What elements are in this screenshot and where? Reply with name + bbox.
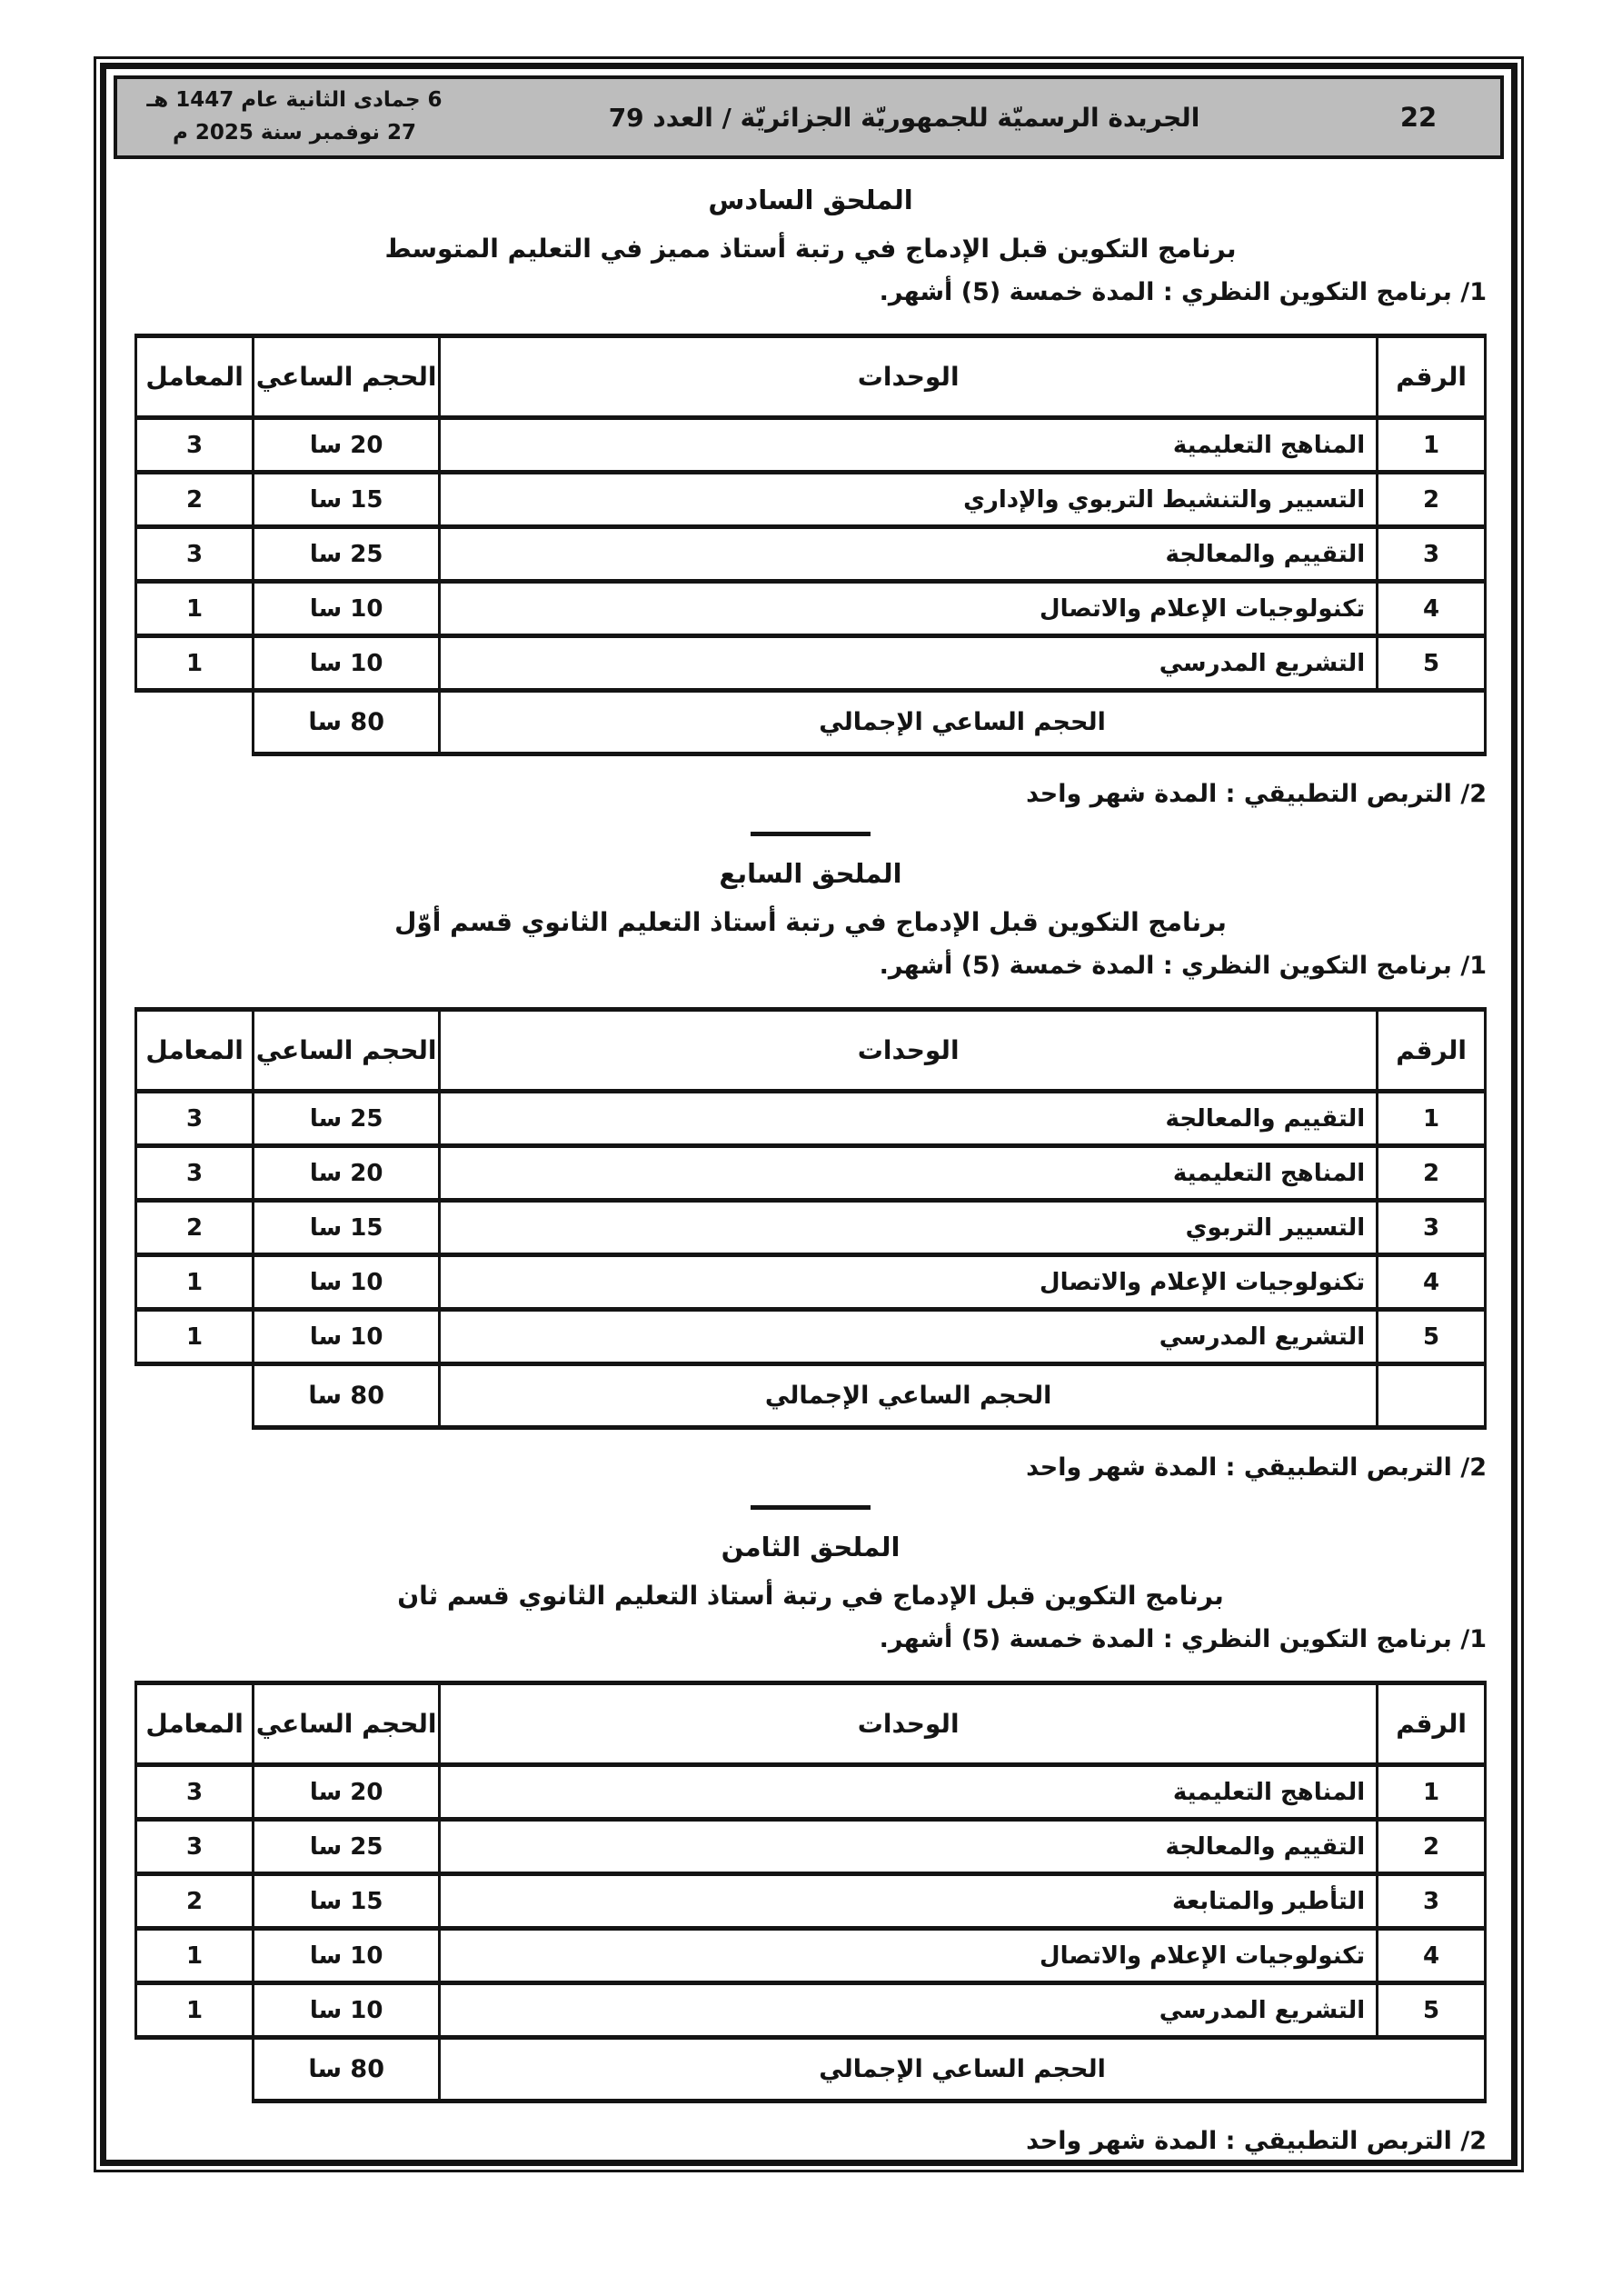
annex-title: الملحق الثامن xyxy=(721,1532,901,1562)
page-frame-inner xyxy=(100,63,1518,2166)
practicum-duration-line: 2/ التربص التطبيقي : المدة شهر واحد xyxy=(1026,780,1487,808)
column-header-hours: الحجم الساعي xyxy=(254,1010,440,1092)
training-table-annex-8 xyxy=(134,1681,1487,2103)
num-cell: 5 xyxy=(1378,636,1486,691)
hours-cell: 15 سا xyxy=(254,1874,440,1929)
annex-title: الملحق السابع xyxy=(719,858,902,889)
hours-cell: 25 سا xyxy=(254,527,440,582)
unit-cell: التأطير والمتابعة xyxy=(440,1874,1378,1929)
table-row xyxy=(136,473,1486,527)
header-dates xyxy=(144,85,444,149)
table-row xyxy=(136,636,1486,691)
section-separator xyxy=(751,832,871,836)
table-row xyxy=(136,1201,1486,1255)
num-cell: 5 xyxy=(1378,1983,1486,2038)
table-row xyxy=(136,1983,1486,2038)
section-annex-7 xyxy=(134,858,1487,1510)
column-header-number: الرقم xyxy=(1378,336,1486,418)
num-cell: 5 xyxy=(1378,1310,1486,1364)
num-cell: 3 xyxy=(1378,1874,1486,1929)
total-row xyxy=(136,1364,1486,1428)
hours-cell: 10 سا xyxy=(254,636,440,691)
coef-cell: 1 xyxy=(136,1310,254,1364)
total-hours-cell: 80 سا xyxy=(254,2038,440,2101)
table-row xyxy=(136,1820,1486,1874)
training-table-annex-6 xyxy=(134,334,1487,756)
coef-cell: 3 xyxy=(136,1146,254,1201)
ghost-cell xyxy=(136,691,254,754)
unit-cell: التسيير التربوي xyxy=(440,1201,1378,1255)
column-header-hours: الحجم الساعي xyxy=(254,336,440,418)
section-separator xyxy=(751,1505,871,1510)
num-cell: 1 xyxy=(1378,1765,1486,1820)
table-row xyxy=(136,1929,1486,1983)
section-annex-6 xyxy=(134,185,1487,836)
num-cell: 2 xyxy=(1378,1820,1486,1874)
coef-cell: 1 xyxy=(136,636,254,691)
hours-cell: 20 سا xyxy=(254,418,440,473)
table-header-row xyxy=(136,336,1486,418)
total-label-cell: الحجم الساعي الإجمالي xyxy=(440,2038,1486,2101)
hours-cell: 10 سا xyxy=(254,1929,440,1983)
ghost-cell xyxy=(136,2038,254,2101)
page-content xyxy=(106,185,1511,2155)
num-cell: 3 xyxy=(1378,1201,1486,1255)
coef-cell: 1 xyxy=(136,1929,254,1983)
section-annex-8 xyxy=(134,1532,1487,2155)
program-title: برنامج التكوين قبل الإدماج في رتبة أستاذ التعليم الثانوي قسم ثان xyxy=(397,1581,1224,1611)
table-row xyxy=(136,582,1486,636)
unit-cell: التسيير والتنشيط التربوي والإداري xyxy=(440,473,1378,527)
coef-cell: 2 xyxy=(136,473,254,527)
column-header-coefficient: المعامل xyxy=(136,1683,254,1765)
column-header-units: الوحدات xyxy=(440,336,1378,418)
unit-cell: المناهج التعليمية xyxy=(440,1146,1378,1201)
coef-cell: 2 xyxy=(136,1201,254,1255)
hijri-date: 6 جمادى الثانية عام 1447 هـ xyxy=(146,88,443,113)
column-header-units: الوحدات xyxy=(440,1010,1378,1092)
num-cell: 1 xyxy=(1378,418,1486,473)
theory-duration-line: 1/ برنامج التكوين النظري : المدة خمسة (5) أشهر. xyxy=(879,952,1487,980)
unit-cell: التقييم والمعالجة xyxy=(440,1820,1378,1874)
unit-cell: التشريع المدرسي xyxy=(440,636,1378,691)
theory-duration-line: 1/ برنامج التكوين النظري : المدة خمسة (5) أشهر. xyxy=(879,1625,1487,1653)
ghost-cell xyxy=(136,1364,254,1428)
table-row xyxy=(136,1765,1486,1820)
table-row xyxy=(136,418,1486,473)
total-label-cell: الحجم الساعي الإجمالي xyxy=(440,691,1486,754)
table-row xyxy=(136,1146,1486,1201)
program-title: برنامج التكوين قبل الإدماج في رتبة أستاذ مميز في التعليم المتوسط xyxy=(384,234,1237,264)
coef-cell: 1 xyxy=(136,1255,254,1310)
table-header-row xyxy=(136,1010,1486,1092)
column-header-number: الرقم xyxy=(1378,1683,1486,1765)
total-label-cell: الحجم الساعي الإجمالي xyxy=(440,1364,1378,1428)
column-header-units: الوحدات xyxy=(440,1683,1378,1765)
table-row xyxy=(136,527,1486,582)
num-cell: 4 xyxy=(1378,1255,1486,1310)
header-band xyxy=(114,75,1504,159)
total-hours-cell: 80 سا xyxy=(254,691,440,754)
unit-cell: التشريع المدرسي xyxy=(440,1983,1378,2038)
coef-cell: 3 xyxy=(136,527,254,582)
practicum-duration-line: 2/ التربص التطبيقي : المدة شهر واحد xyxy=(1026,1453,1487,1482)
table-row xyxy=(136,1092,1486,1146)
num-cell: 4 xyxy=(1378,582,1486,636)
journal-title: الجريدة الرسميّة للجمهوريّة الجزائريّة / العدد 79 xyxy=(608,102,1200,133)
column-header-coefficient: المعامل xyxy=(136,336,254,418)
hours-cell: 10 سا xyxy=(254,1310,440,1364)
coef-cell: 3 xyxy=(136,1092,254,1146)
page-number: 22 xyxy=(1399,102,1438,133)
table-row xyxy=(136,1874,1486,1929)
num-cell: 1 xyxy=(1378,1092,1486,1146)
hours-cell: 20 سا xyxy=(254,1146,440,1201)
empty-number-cell xyxy=(1378,1364,1486,1428)
hours-cell: 20 سا xyxy=(254,1765,440,1820)
training-table-annex-7 xyxy=(134,1007,1487,1430)
unit-cell: المناهج التعليمية xyxy=(440,418,1378,473)
table-row xyxy=(136,1310,1486,1364)
coef-cell: 1 xyxy=(136,582,254,636)
table-header-row xyxy=(136,1683,1486,1765)
hours-cell: 10 سا xyxy=(254,582,440,636)
gregorian-date: 27 نوفمبر سنة 2025 م xyxy=(172,121,417,145)
table-row xyxy=(136,1255,1486,1310)
unit-cell: تكنولوجيات الإعلام والاتصال xyxy=(440,1929,1378,1983)
program-title: برنامج التكوين قبل الإدماج في رتبة أستاذ التعليم الثانوي قسم أوّل xyxy=(394,907,1227,937)
unit-cell: التقييم والمعالجة xyxy=(440,527,1378,582)
theory-duration-line: 1/ برنامج التكوين النظري : المدة خمسة (5) أشهر. xyxy=(879,278,1487,306)
column-header-hours: الحجم الساعي xyxy=(254,1683,440,1765)
unit-cell: المناهج التعليمية xyxy=(440,1765,1378,1820)
hours-cell: 10 سا xyxy=(254,1983,440,2038)
unit-cell: تكنولوجيات الإعلام والاتصال xyxy=(440,582,1378,636)
page-frame xyxy=(94,56,1524,2172)
unit-cell: تكنولوجيات الإعلام والاتصال xyxy=(440,1255,1378,1310)
hours-cell: 10 سا xyxy=(254,1255,440,1310)
total-hours-cell: 80 سا xyxy=(254,1364,440,1428)
practicum-duration-line: 2/ التربص التطبيقي : المدة شهر واحد xyxy=(1026,2127,1487,2155)
num-cell: 2 xyxy=(1378,473,1486,527)
total-row xyxy=(136,2038,1486,2101)
coef-cell: 2 xyxy=(136,1874,254,1929)
hours-cell: 15 سا xyxy=(254,1201,440,1255)
column-header-coefficient: المعامل xyxy=(136,1010,254,1092)
unit-cell: التقييم والمعالجة xyxy=(440,1092,1378,1146)
total-row xyxy=(136,691,1486,754)
column-header-number: الرقم xyxy=(1378,1010,1486,1092)
num-cell: 3 xyxy=(1378,527,1486,582)
unit-cell: التشريع المدرسي xyxy=(440,1310,1378,1364)
hours-cell: 25 سا xyxy=(254,1820,440,1874)
num-cell: 2 xyxy=(1378,1146,1486,1201)
hours-cell: 25 سا xyxy=(254,1092,440,1146)
coef-cell: 3 xyxy=(136,1820,254,1874)
coef-cell: 3 xyxy=(136,1765,254,1820)
coef-cell: 3 xyxy=(136,418,254,473)
coef-cell: 1 xyxy=(136,1983,254,2038)
hours-cell: 15 سا xyxy=(254,473,440,527)
num-cell: 4 xyxy=(1378,1929,1486,1983)
annex-title: الملحق السادس xyxy=(708,185,913,215)
